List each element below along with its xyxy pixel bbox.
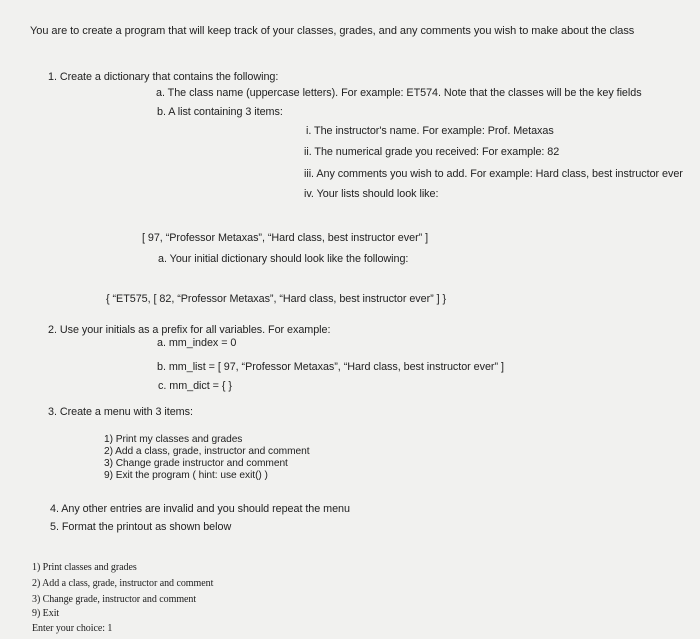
item-1a-text: a. The class name (uppercase letters). For example: ET574. Note that the classes will be the key fields (156, 87, 642, 99)
menu-item: 9) Exit the program ( hint: use exit() ) (104, 470, 268, 481)
item-1b-ii-text: ii. The numerical grade you received: For example: 82 (304, 146, 560, 158)
item-4-text: 4. Any other entries are invalid and you should repeat the menu (50, 503, 350, 515)
item-2-heading: 2. Use your initials as a prefix for all variables. For example: (48, 324, 331, 336)
printout-line: 9) Exit (32, 608, 60, 619)
menu-item: 2) Add a class, grade, instructor and comment (104, 446, 310, 457)
printout-line: 3) Change grade, instructor and comment (32, 594, 197, 605)
menu-item: 3) Change grade instructor and comment (104, 458, 288, 469)
example-dictionary: { “ET575, [ 82, “Professor Metaxas”, “Hard class, best instructor ever” ] } (106, 293, 447, 305)
item-2b-text: b. mm_list = [ 97, “Professor Metaxas”, “Hard class, best instructor ever” ] (157, 361, 504, 373)
printout-line: 2) Add a class, grade, instructor and comment (32, 578, 214, 589)
example-list: [ 97, “Professor Metaxas”, “Hard class, best instructor ever” ] (142, 232, 429, 244)
item-2a-text: a. mm_index = 0 (157, 337, 237, 349)
item-3-heading: 3. Create a menu with 3 items: (48, 406, 193, 418)
item-1b-text: b. A list containing 3 items: (157, 106, 283, 118)
item-2c-text: c. mm_dict = { } (158, 380, 232, 392)
intro-text: You are to create a program that will keep track of your classes, grades, and any comments you wish to make about the class (30, 25, 635, 37)
printout-line: 1) Print classes and grades (32, 562, 137, 573)
printout-line: Enter your choice: 1 (32, 623, 113, 634)
initial-dictionary-intro: a. Your initial dictionary should look like the following: (158, 253, 409, 265)
item-5-text: 5. Format the printout as shown below (50, 521, 232, 533)
menu-item: 1) Print my classes and grades (104, 434, 243, 445)
item-1b-iii-text: iii. Any comments you wish to add. For example: Hard class, best instructor ever (304, 168, 683, 180)
item-1b-i-text: i. The instructor's name. For example: Prof. Metaxas (306, 125, 554, 137)
item-1b-iv-text: iv. Your lists should look like: (304, 188, 439, 200)
item-1-heading: 1. Create a dictionary that contains the following: (48, 71, 279, 83)
